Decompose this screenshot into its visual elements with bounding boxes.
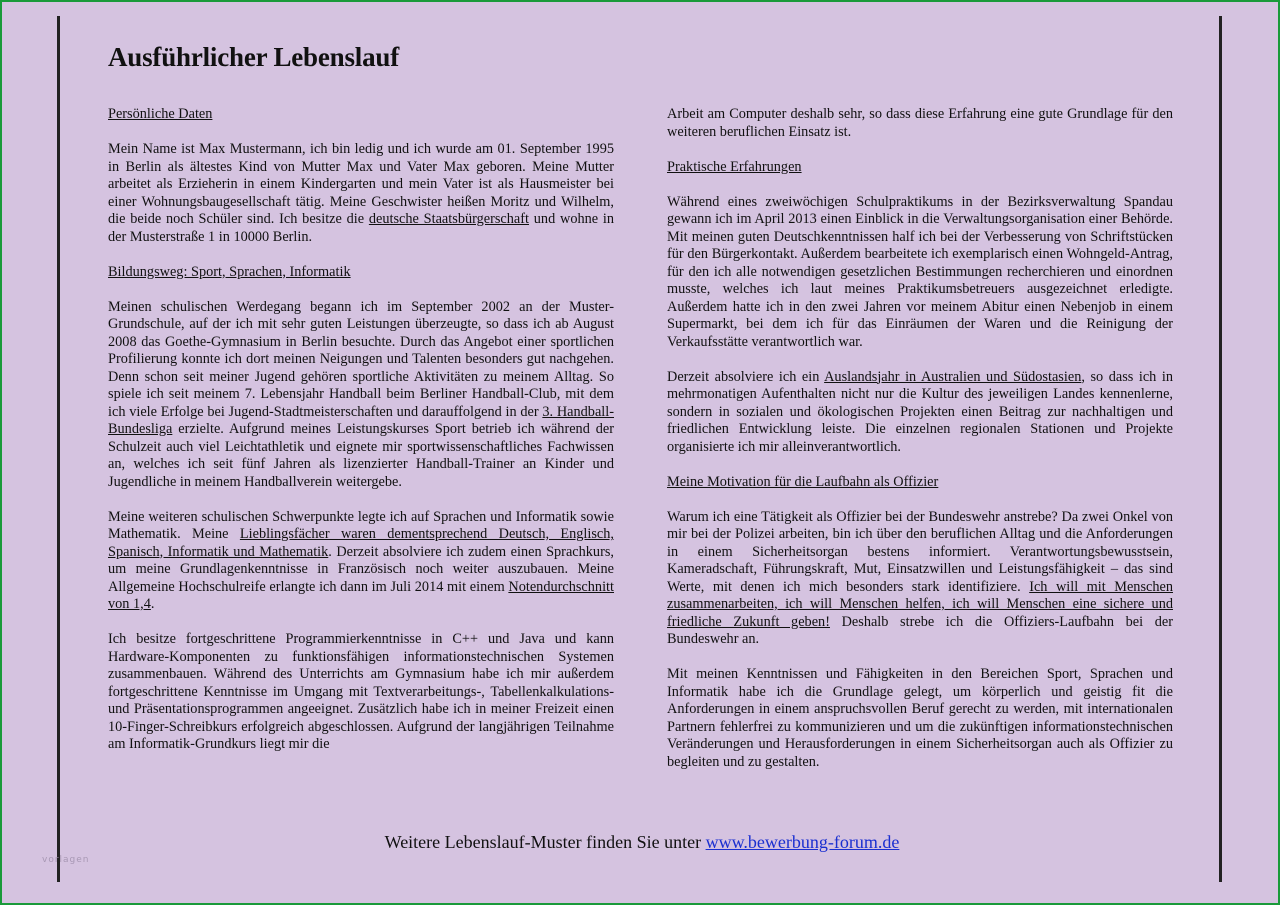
heading-motivation: Meine Motivation für die Laufbahn als Offizier [667, 473, 939, 490]
paragraph-gap-year [667, 369, 1173, 457]
text-span: . [150, 596, 155, 612]
footer [2, 832, 1280, 853]
footer-link[interactable]: www.bewerbung-forum.de [705, 832, 900, 852]
watermark: vorlagen [42, 855, 90, 865]
paragraph-education-languages [108, 509, 614, 614]
heading-personal-data: Persönliche Daten [108, 106, 213, 122]
document-title: Ausführlicher Lebenslauf [108, 42, 399, 72]
paragraph-it-continued: Arbeit am Computer deshalb sehr, so dass diese Erfahrung eine gute Grundlage für den weiteren beruflichen Einsatz ist. [667, 106, 1173, 140]
right-column [667, 106, 1173, 789]
underlined-text: deutsche Staatsbürgerschaft [368, 211, 530, 227]
text-span: Warum ich eine Tätigkeit als Offizier bei der Bundeswehr anstrebe? Da zwei Onkel von mir bei der Polizei arbeiten, bin ich über den beruflichen Alltag und die Anforderungen in einem Sicherheitsorgan bestens informiert. Verantwortungsbewusstsein, Kameradschaft, Führungskraft, Mut, Einsatzwillen und Leistungsfähigkeit – das sind Werte, mit denen ich mich besonders stark identifiziere. [667, 508, 1173, 595]
paragraph-it-skills: Ich besitze fortgeschrittene Programmierkenntnisse in C++ und Java und kann Hardware-Komponenten zu funktionsfähigen informationstechnischen Systemen zusammenbauen. Während des Unterrichts am Gymnasium habe ich mir außerdem fortgeschrittene Kenntnisse im Umgang mit Textverarbeitungs-, Tabellenkalkulations- und Präsentationsprogrammen angeeignet. Zusätzlich habe ich in meiner Freizeit einen 10-Finger-Schreibkurs erfolgreich abgeschlossen. Aufgrund der langjährigen Teilnahme am Informatik-Grundkurs liegt mir die [108, 631, 614, 752]
text-span: und wohne in der Musterstraße 1 in 10000 Berlin. [108, 211, 615, 245]
paragraph-motivation [667, 509, 1173, 649]
text-span: Mein Name ist Max Mustermann, ich bin ledig und ich wurde am 01. September 1995 in Berlin als ältestes Kind von Mutter Max und Vater Max geboren. Meine Mutter arbeitet als Erzieherin in einem Kindergarten und mein Vater ist als Hausmeister bei einer Wohnungsbaugesellschaft tätig. Meine Geschwister heißen Moritz und Wilhelm, die beide noch Schüler sind. Ich besitze die [108, 141, 614, 227]
right-vertical-rule [1219, 16, 1222, 882]
text-span: erzielte. Aufgrund meines Leistungskurses Sport betrieb ich während der Schulzeit auch viel Leichtathletik und eignete mir sportwissenschaftliches Fachwissen an, welches ich seit fünf Jahren als lizenzierter Handball-Trainer an Kinder und Jugendliche in meinem Handballverein weitergebe. [108, 421, 614, 490]
heading-practical-experience: Praktische Erfahrungen [667, 158, 802, 175]
left-vertical-rule [57, 16, 60, 882]
text-span: Meine weiteren schulischen Schwerpunkte legte ich auf Sprachen und Informatik sowie Mathematik. Meine [108, 508, 614, 542]
footer-text: Weitere Lebenslauf-Muster finden Sie unter [384, 832, 706, 852]
paragraph-education-sport [108, 299, 614, 492]
text-span: . Derzeit absolviere ich zudem einen Sprachkurs, um meine Grundlagenkenntnisse in Französisch noch weiter auszubauen. Meine Allgemeine Hochschulreife erlangte ich dann im Juli 2014 mit einem [108, 543, 614, 595]
text-span: Deshalb strebe ich die Offiziers-Laufbahn bei der Bundeswehr an. [667, 613, 1173, 647]
underlined-text: Auslandsjahr in Australien und Südostasien [824, 368, 1082, 385]
underlined-text: Ich will mit Menschen zusammenarbeiten, ich will Menschen helfen, ich will Menschen eine sichere und friedliche Zukunft geben! [667, 578, 1173, 630]
left-column [108, 106, 614, 771]
paragraph-personal [108, 141, 614, 246]
paragraph-internship: Während eines zweiwöchigen Schulpraktikums in der Bezirksverwaltung Spandau gewann ich im April 2013 einen Einblick in die Verwaltungsorganisation einer Behörde. Mit meinen guten Deutschkenntnissen half ich bei der Verbesserung von Schriftstücken für den Bürgerkontakt. Außerdem bearbeitete ich exemplarisch einen Wohngeld-Antrag, für den ich alle notwendigen gesetzlichen Bestimmungen recherchieren und einordnen musste, welches ich laut meines Praktikumsbetreuers ausgezeichnet erledigte. Außerdem hatte ich in den zwei Jahren vor meinem Abitur einen Nebenjob in einem Supermarkt, bei dem ich für das Einräumen der Waren und die Reinigung der Verkaufsstätte verantwortlich war. [667, 193, 1173, 350]
underlined-text: Lieblingsfächer waren dementsprechend Deutsch, Englisch, Spanisch, Informatik und Mathematik [108, 526, 614, 560]
paragraph-conclusion: Mit meinen Kenntnissen und Fähigkeiten in den Bereichen Sport, Sprachen und Informatik habe ich die Grundlage gelegt, um körperlich und geistig fit die Anforderungen in einem anspruchsvollen Beruf gerecht zu werden, mit internationalen Partnern fehlerfrei zu kommunizieren und um die zukünftigen informationstechnischen Veränderungen und Herausforderungen in einem Sicherheitsorgan auch als Offizier zu begleiten und zu gestalten. [667, 666, 1173, 770]
text-span: , so dass ich in mehrmonatigen Aufenthalten nicht nur die Kultur des jeweiligen Landes kennenlerne, sondern in sozialen und ökologischen Projekten einen Beitrag zur nachhaltigen und friedlichen Entwicklung leiste. Die einzelnen regionalen Stationen und Projekte organisierte ich mir alleinverantwortlich. [667, 368, 1173, 455]
text-span: Meinen schulischen Werdegang begann ich im September 2002 an der Muster-Grundschule, auf der ich mit sehr guten Leistungen überzeugte, so dass ich ab August 2008 das Goethe-Gymnasium in Berlin besuchte. Durch das Angebot einer sportlichen Profilierung konnte ich dort meinen Neigungen und Talenten besonders gut nachgehen. Denn schon seit meiner Jugend gehören sportliche Aktivitäten zu meinem Alltag. So spiele ich seit meinem 7. Lebensjahr Handball beim Berliner Handball-Club, mit dem ich viele Erfolge bei Jugend-Stadtmeisterschaften und darauffolgend in der [108, 298, 614, 420]
heading-education: Bildungsweg: Sport, Sprachen, Informatik [108, 263, 351, 280]
underlined-text: Notendurchschnitt von 1,4 [108, 578, 614, 612]
underlined-text: 3. Handball-Bundesliga [108, 403, 614, 437]
text-span: Derzeit absolviere ich ein [667, 368, 825, 385]
